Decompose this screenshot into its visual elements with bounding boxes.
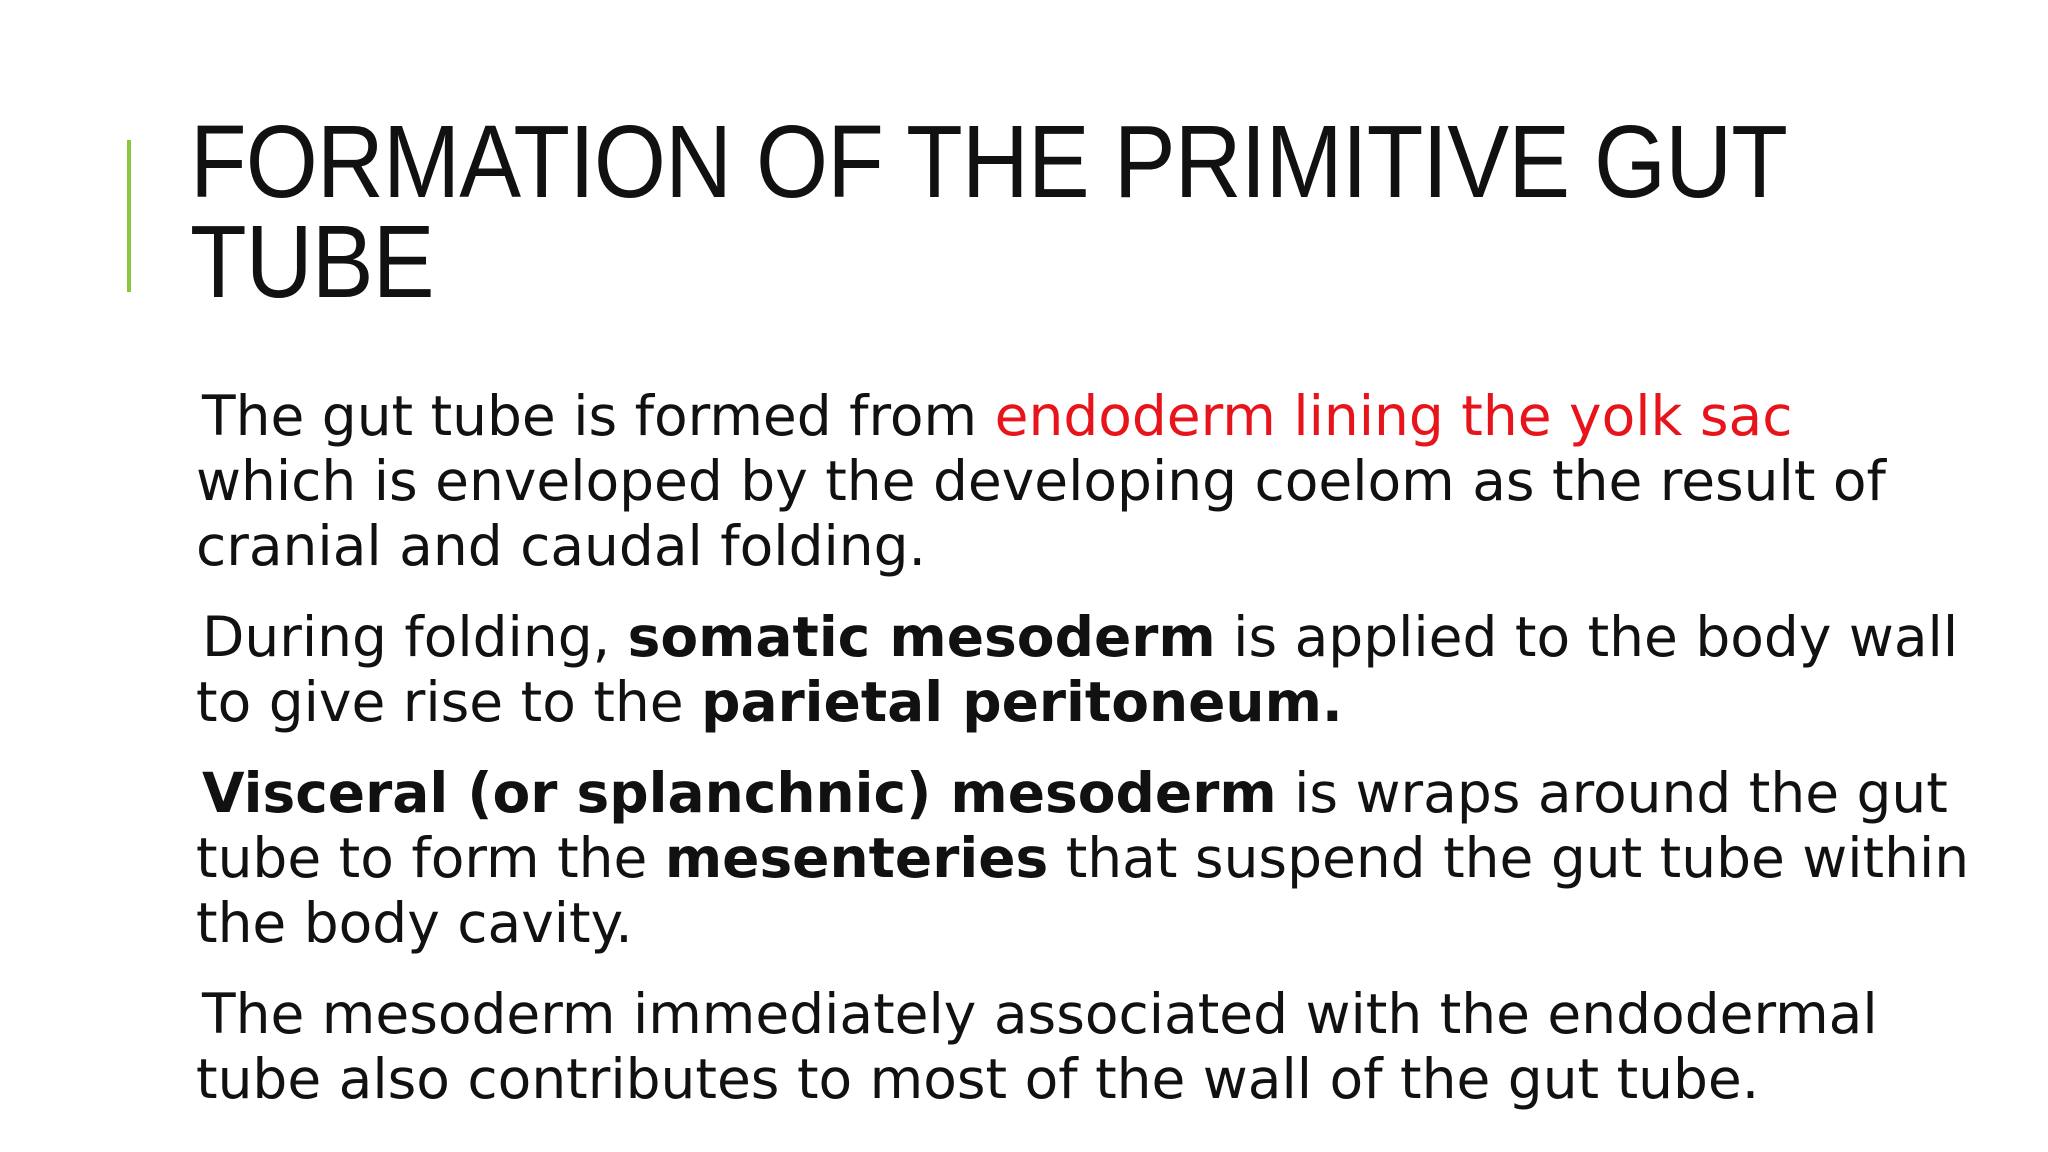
paragraph-line: The mesoderm immediately associated with the endodermal bbox=[202, 982, 1878, 1046]
paragraph-somatic-mesoderm bbox=[196, 605, 2036, 735]
bold-parietal-peritoneum: parietal peritoneum. bbox=[701, 670, 1343, 734]
paragraph-line bbox=[196, 670, 2036, 735]
highlight-endoderm: endoderm lining the yolk sac bbox=[994, 384, 1793, 448]
text-run: During folding, bbox=[202, 605, 628, 669]
paragraph-line: which is enveloped by the developing coelom as the result of bbox=[196, 449, 1886, 513]
paragraph-line bbox=[196, 761, 2036, 826]
text-run: tube to form the bbox=[196, 826, 665, 890]
paragraph-line: the body cavity. bbox=[196, 891, 633, 955]
title-line-1: FORMATION OF THE PRIMITIVE GUT bbox=[190, 104, 1787, 219]
paragraph-visceral-mesoderm bbox=[196, 761, 2036, 956]
text-run: that suspend the gut tube within bbox=[1048, 826, 1970, 890]
text-run: is wraps around the gut bbox=[1276, 761, 1948, 825]
text-run: to give rise to the bbox=[196, 670, 702, 734]
slide-body bbox=[196, 384, 2036, 1138]
paragraph-line bbox=[196, 826, 2036, 891]
text-run: The gut tube is formed from bbox=[202, 384, 995, 448]
bold-mesenteries: mesenteries bbox=[664, 826, 1049, 890]
paragraph-gut-tube-origin bbox=[196, 384, 2036, 579]
title-accent-bar bbox=[127, 140, 131, 292]
paragraph-line: tube also contributes to most of the wall of the gut tube. bbox=[196, 1047, 1760, 1111]
title-line-2: TUBE bbox=[190, 204, 434, 319]
paragraph-line bbox=[196, 384, 2036, 449]
bold-visceral-mesoderm: Visceral (or splanchnic) mesoderm bbox=[202, 761, 1277, 825]
paragraph-line bbox=[196, 605, 2036, 670]
paragraph-gut-wall bbox=[196, 982, 2036, 1112]
slide-title bbox=[190, 104, 1828, 319]
bold-somatic-mesoderm: somatic mesoderm bbox=[627, 605, 1216, 669]
text-run: is applied to the body wall bbox=[1215, 605, 1959, 669]
paragraph-line: cranial and caudal folding. bbox=[196, 514, 927, 578]
